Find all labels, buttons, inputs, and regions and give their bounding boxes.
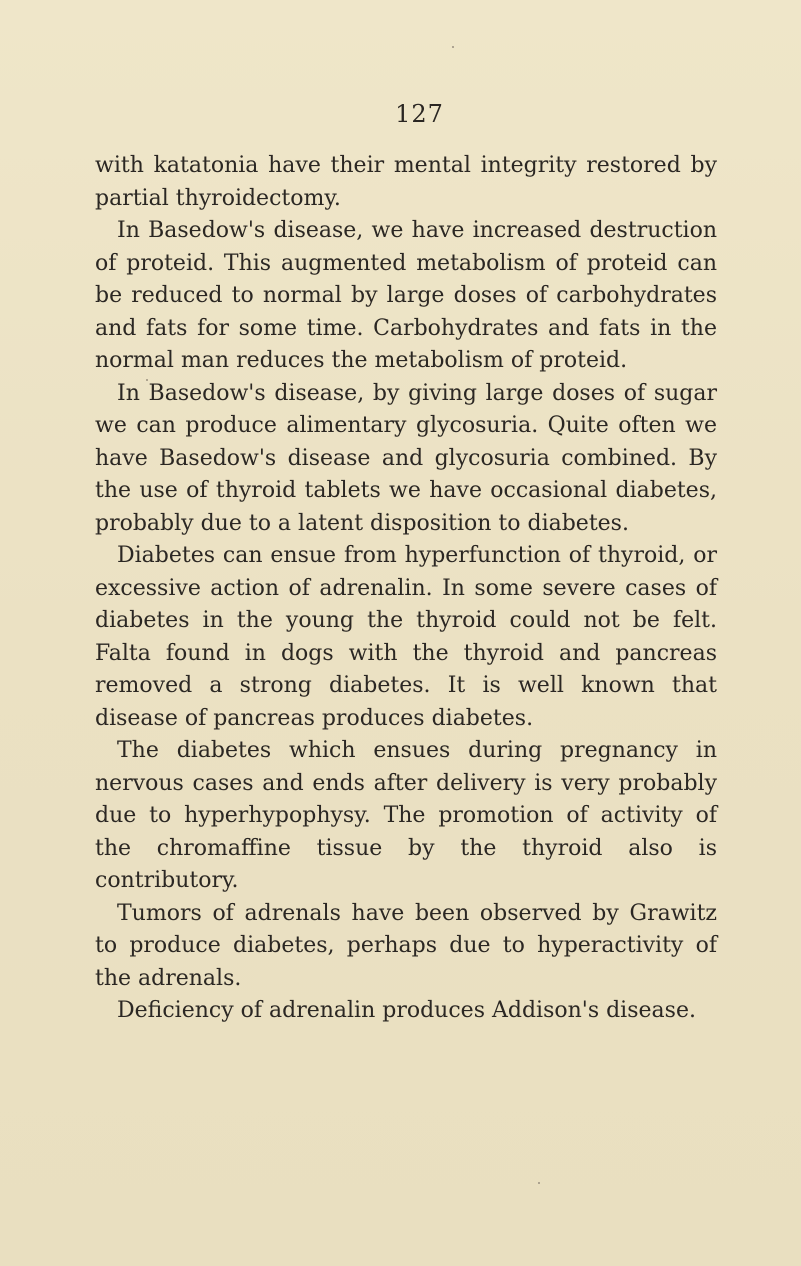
paper-speck [538, 1182, 540, 1184]
paragraph-basedow-glycosuria: In Basedow's disease, by giving large doses of sugar we can produce alimentary glycosuria. Quite often we have Basedow's disease and glycosuria combined. By the use of thyroid tablets we have occasional diabetes, probably due to a latent disposition to diabetes. [95, 380, 717, 536]
paragraph-diabetes-hyperfunction: Diabetes can ensue from hyperfunction of thyroid, or excessive action of adrenalin. In some severe cases of diabetes in the young the thyroid could not be felt. Falta found in dogs with the thyroid and pancreas removed a strong diabetes. It is well known that disease of pancreas produces diabetes. [95, 543, 717, 731]
paragraph-addison: Deficiency of adrenalin produces Addison's disease. [117, 998, 696, 1023]
paragraph-basedow-proteid: In Basedow's disease, we have increased destruction of proteid. This augmented metabolism of proteid can be reduced to normal by large doses of carbohydrates and fats for some time. Carbohydrates and fats in the normal man reduces the metabolism of proteid. [95, 218, 717, 373]
paragraph-adrenal-tumors: Tumors of adrenals have been observed by Grawitz to produce diabetes, perhaps due to hyperactivity of the adrenals. [95, 900, 717, 991]
paper-speck [452, 46, 454, 48]
paper-speck [146, 379, 148, 381]
body-text [95, 150, 717, 1028]
page-number: 127 [395, 100, 444, 128]
paragraph-diabetes-pregnancy: The diabetes which ensues during pregnancy in nervous cases and ends after delivery is very probably due to hyperhypophysy. The promotion of activity of the chromaffine tissue by the thyroid also is contributory. [95, 738, 717, 893]
paragraph-continuation: with katatonia have their mental integrity restored by partial thyroidectomy. [95, 153, 717, 211]
